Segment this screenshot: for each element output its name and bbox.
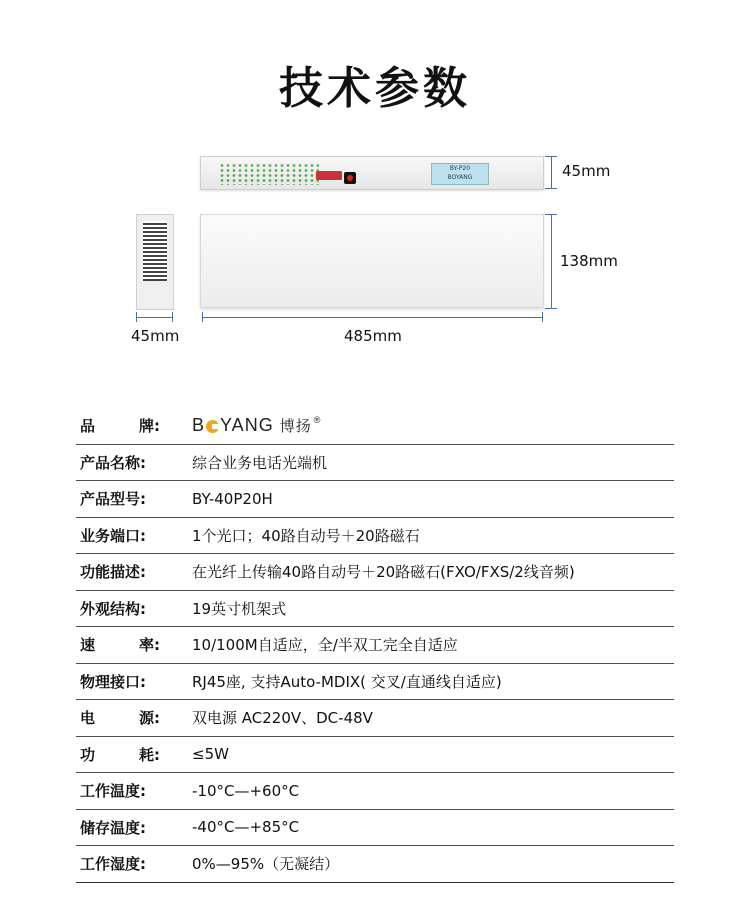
spec-row xyxy=(76,737,674,774)
spec-label: 业务端口: xyxy=(80,526,146,545)
spec-label: 产品型号: xyxy=(80,490,146,509)
power-button-icon xyxy=(344,172,356,184)
device-plate-line2: BOYANG xyxy=(447,174,473,181)
spec-label: 产品名称: xyxy=(80,453,146,472)
dip-switch xyxy=(316,171,342,180)
spec-label: 外观结构: xyxy=(80,599,146,618)
spec-value: RJ45座, 支持Auto-MDIX( 交叉/直通线自适应) xyxy=(192,672,502,691)
spec-value: 0%—95%（无凝结） xyxy=(192,855,340,874)
spec-row-brand xyxy=(76,408,674,445)
brand-logo: B YANG 博扬 ® xyxy=(192,415,322,436)
spec-row xyxy=(76,846,674,883)
device-front-panel xyxy=(200,156,544,190)
spec-label: 物理接口: xyxy=(80,672,146,691)
spec-value: 综合业务电话光端机 xyxy=(192,453,328,472)
spec-value: ≤5W xyxy=(192,745,229,764)
brand-o-icon xyxy=(206,420,219,433)
spec-value: 在光纤上传输40路自动号＋20路磁石(FXO/FXS/2线音频) xyxy=(192,563,575,582)
spec-label: 工作温度: xyxy=(80,782,146,801)
spec-row xyxy=(76,591,674,628)
spec-label: 品 牌: xyxy=(80,417,160,436)
spec-value: -10°C—+60°C xyxy=(192,781,300,800)
spec-label: 速 率: xyxy=(80,636,160,655)
spec-row xyxy=(76,700,674,737)
led-indicator-grid xyxy=(219,163,319,185)
spec-row xyxy=(76,810,674,847)
page-title: 技术参数 xyxy=(279,63,471,114)
device-top-panel xyxy=(200,214,544,308)
spec-row xyxy=(76,518,674,555)
device-label-plate xyxy=(431,163,489,185)
spec-row xyxy=(76,773,674,810)
spec-value: 1个光口；40路自动号＋20路磁石 xyxy=(192,526,420,545)
spec-value: 双电源 AC220V、DC-48V xyxy=(192,709,373,728)
front-height-label: 45mm xyxy=(562,162,611,180)
spec-value: BY-40P20H xyxy=(192,489,273,508)
spec-row xyxy=(76,481,674,518)
spec-label: 工作湿度: xyxy=(80,855,146,874)
spec-label: 电 源: xyxy=(80,709,160,728)
device-side-panel xyxy=(136,214,174,310)
device-plate-line1: BY-P20 xyxy=(449,165,471,172)
depth-label: 138mm xyxy=(560,252,618,270)
spec-row xyxy=(76,445,674,482)
spec-table xyxy=(76,408,674,883)
spec-label: 功 耗: xyxy=(80,745,160,764)
spec-row xyxy=(76,664,674,701)
spec-value: -40°C—+85°C xyxy=(192,818,300,837)
spec-label: 功能描述: xyxy=(80,563,146,582)
spec-value: 19英寸机架式 xyxy=(192,599,287,618)
vent-grille xyxy=(143,221,167,281)
spec-value: 10/100M自适应，全/半双工完全自适应 xyxy=(192,636,458,655)
spec-row xyxy=(76,554,674,591)
device-dimension-diagram xyxy=(0,140,750,360)
side-width-label: 45mm xyxy=(131,327,180,345)
spec-label: 储存温度: xyxy=(80,818,146,837)
spec-row xyxy=(76,627,674,664)
width-label: 485mm xyxy=(344,327,402,345)
